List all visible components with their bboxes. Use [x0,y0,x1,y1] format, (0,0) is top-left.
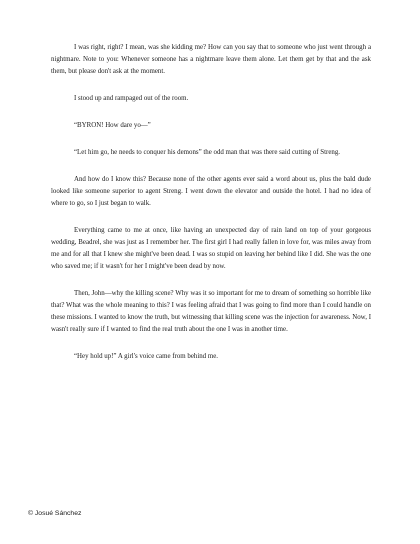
paragraph: “Let him go, he needs to conquer his demons” the odd man that was there said cutting of Streng. [74,148,340,156]
paragraph: Everything came to me at once, like having an unexpected day of rain land on top of your gorgeous wedding, Beadrel, she was just as I remember her. The first girl I had really fallen in love for, was miles away from me and for all that I knew she might've been dead. I was so stupid on leaving her behind like I did. She was the one who saved me; if it wasn't for her I might've been dead by now. [51,226,371,271]
paragraph: “Hey hold up!” A girl's voice came from behind me. [74,353,218,361]
paragraph: Then, John—why the killing scene? Why was it so important for me to dream of something so horrible like that? What was the whole meaning to this? I was feeling afraid that I was going to find more than I could handle on these missions. I wanted to know the truth, but witnessing that killing scene was the injection for awareness. Now, I wasn't really sure if I wanted to find the real truth about the one I was in another time. [51,290,371,334]
paragraph: And how do I know this? Because none of the other agents ever said a word about us, plus the bald dude looked like someone superior to agent Streng. I went down the elevator and outside the hotel. I had no idea of where to go, so I just began to walk. [51,175,371,207]
paragraph: I stood up and rampaged out of the room. [74,95,189,103]
copyright-footer: © Josué Sánchez [28,510,82,517]
body-text [51,42,371,378]
paragraph: “BYRON! How dare yo—” [74,121,151,129]
paragraph: I was right, right? I mean, was she kidding me? How can you say that to someone who just went through a nightmare. Note to you: Whenever someone has a nightmare leave them alone. Let them get by that and the ask them, but please don't ask at the moment. [51,44,371,76]
